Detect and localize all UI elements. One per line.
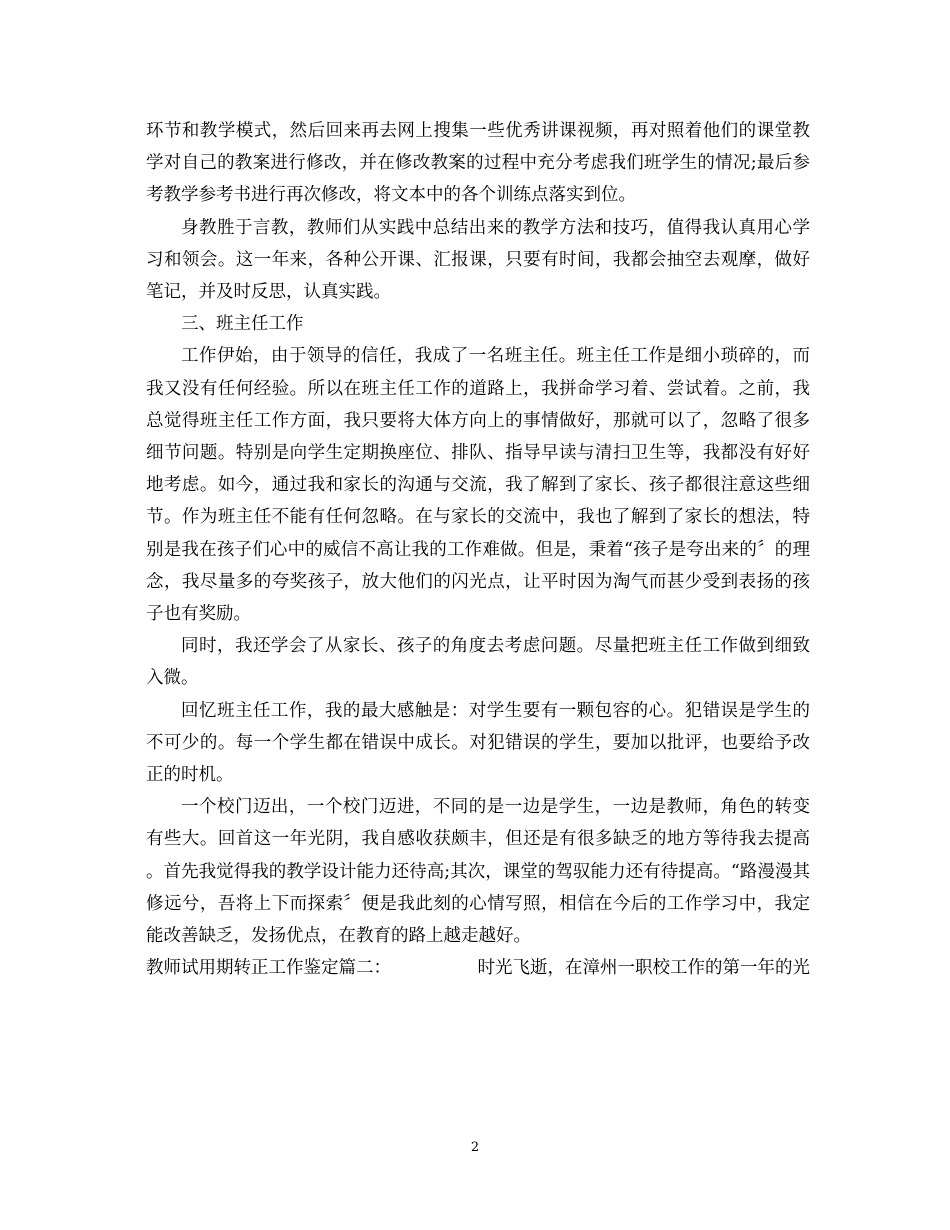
paragraph-tolerance-reflection: 回忆班主任工作，我的最大感触是：对学生要有一颗包容的心。犯错误是学生的不可少的。每一个学生都在错误中成长。对犯错误的学生，要加以批评，也要给予改正的时机。: [146, 700, 810, 786]
next-section-title: 教师试用期转正工作鉴定篇二：: [146, 958, 391, 979]
document-body: [146, 115, 810, 984]
page-number: 2: [470, 1140, 480, 1155]
section-heading-class-teacher-work: 三、班主任工作: [181, 314, 304, 335]
next-section-start: 时光飞逝，在漳州一职校工作的第一年的光: [477, 958, 810, 979]
paragraph-teaching-preparation: 环节和教学模式，然后回来再去网上搜集一些优秀讲课视频，再对照着他们的课堂教学对自己的教案进行修改，并在修改教案的过程中充分考虑我们班学生的情况;最后参考教学参考书进行再次修改，将文本中的各个训练点落实到位。: [146, 121, 810, 206]
paragraph-learning-from-teachers: 身教胜于言教，教师们从实践中总结出来的教学方法和技巧，值得我认真用心学习和领会。这一年来，各种公开课、汇报课，只要有时间，我都会抽空去观摩，做好笔记，并及时反思，认真实践。: [146, 217, 810, 303]
paragraph-perspective-of-parents: 同时，我还学会了从家长、孩子的角度去考虑问题。尽量把班主任工作做到细致入微。: [146, 636, 810, 689]
paragraph-class-teacher-experience: 工作伊始，由于领导的信任，我成了一名班主任。班主任工作是细小琐碎的，而我又没有任何经验。所以在班主任工作的道路上，我拼命学习着、尝试着。之前，我总觉得班主任工作方面，我只要将大体方向上的事情做好，那就可以了，忽略了很多细节问题。特别是向学生定期换座位、排队、指导早读与清扫卫生等，我都没有好好地考虑。如今，通过我和家长的沟通与交流，我了解到了家长、孩子都很注意这些细节。作为班主任不能有任何忽略。在与家长的交流中，我也了解到了家长的想法，特别是我在孩子们心中的威信不高让我的工作难做。但是，秉着“孩子是夸出来的〞的理念，我尽量多的夸奖孩子，放大他们的闪光点，让平时因为淘气而甚少受到表扬的孩子也有奖励。: [146, 346, 810, 625]
next-section-line: [146, 952, 810, 984]
paragraph-year-summary: 一个校门迈出，一个校门迈进，不同的是一边是学生，一边是教师，角色的转变有些大。回首这一年光阴，我自感收获颇丰，但还是有很多缺乏的地方等待我去提高。首先我觉得我的教学设计能力还待高;其次，课堂的驾驭能力还有待提高。“路漫漫其修远兮，吾将上下而探索〞便是我此刻的心情写照，相信在今后的工作学习中，我定能改善缺乏，发扬优点，在教育的路上越走越好。: [146, 797, 810, 947]
